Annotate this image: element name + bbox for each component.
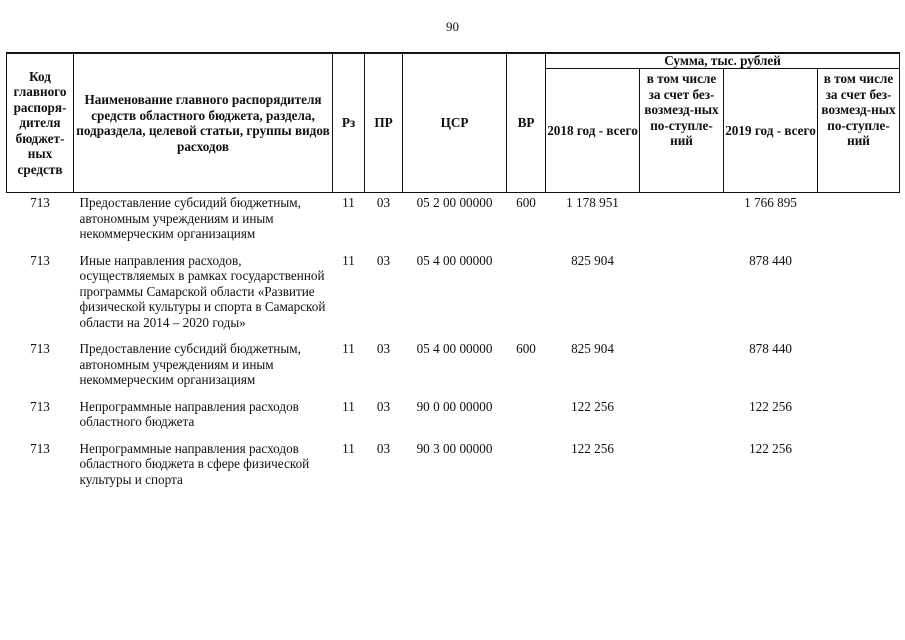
header-total-2018: 2018 год - всего [546, 69, 640, 193]
cell-total-2019: 122 256 [749, 398, 792, 414]
cell-rz: 11 [342, 252, 355, 268]
header-free-2019: в том числе за счет без-возмезд-ных по-ступле-ний [818, 69, 900, 193]
cell-csr: 90 3 00 00000 [416, 440, 493, 456]
cell-total-2019: 878 440 [749, 252, 792, 268]
cell-name: Непрограммные направления расходов областного бюджета в сфере физической культуры и спорта [79, 440, 310, 487]
header-free-2018: в том числе за счет без-возмезд-ных по-ступле-ний [640, 69, 724, 193]
page-number: 90 [446, 19, 459, 34]
table-header [7, 53, 900, 193]
cell-total-2019: 122 256 [749, 440, 792, 456]
cell-free-2018 [640, 341, 724, 399]
table-row [7, 341, 900, 399]
cell-code: 713 [30, 341, 50, 356]
budget-table [6, 52, 900, 498]
header-csr: ЦСР [403, 53, 507, 193]
cell-free-2018 [640, 399, 724, 441]
cell-vr [507, 253, 546, 342]
cell-rz: 11 [342, 440, 355, 456]
table-body [7, 193, 900, 499]
cell-free-2019 [818, 341, 900, 399]
cell-total-2018: 122 256 [571, 398, 614, 414]
cell-pr: 03 [376, 341, 391, 356]
cell-pr: 03 [376, 440, 391, 456]
cell-csr: 05 2 00 00000 [416, 195, 493, 210]
cell-free-2019 [818, 441, 900, 499]
cell-name: Предоставление субсидий бюджетным, автономным учреждениям и иным некоммерческим организациям [79, 341, 301, 387]
header-total-2019: 2019 год - всего [724, 69, 818, 193]
cell-total-2018: 825 904 [571, 341, 614, 356]
cell-total-2018: 122 256 [571, 440, 614, 456]
cell-pr: 03 [376, 195, 391, 210]
cell-name: Непрограммные направления расходов областного бюджета [79, 398, 299, 429]
table-row [7, 193, 900, 253]
cell-free-2018 [640, 441, 724, 499]
cell-free-2018 [640, 193, 724, 253]
cell-vr [507, 399, 546, 441]
header-vr: ВР [507, 53, 546, 193]
cell-code: 713 [30, 440, 50, 456]
cell-vr: 600 [516, 341, 536, 356]
cell-free-2018 [640, 253, 724, 342]
header-name: Наименование главного распорядителя средств областного бюджета, раздела, подраздела, целевой статьи, группы видов расходов [74, 53, 333, 193]
cell-code: 713 [30, 195, 50, 210]
cell-csr: 05 4 00 00000 [416, 252, 493, 268]
cell-vr [507, 441, 546, 499]
header-rz: Рз [333, 53, 365, 193]
cell-pr: 03 [376, 252, 391, 268]
cell-csr: 05 4 00 00000 [416, 341, 493, 356]
header-sum: Сумма, тыс. рублей [546, 53, 900, 69]
cell-total-2018: 825 904 [571, 252, 614, 268]
cell-vr: 600 [516, 195, 536, 210]
table-row [7, 253, 900, 342]
cell-total-2019: 878 440 [749, 341, 792, 356]
cell-csr: 90 0 00 00000 [416, 398, 493, 414]
cell-name: Предоставление субсидий бюджетным, автономным учреждениям и иным некоммерческим организациям [79, 195, 301, 241]
cell-free-2019 [818, 193, 900, 253]
cell-code: 713 [30, 252, 50, 268]
cell-name: Иные направления расходов, осуществляемых в рамках государственной программы Самарской области «Развитие физической культуры и спорта в Самарской области на 2014 – 2020 годы» [79, 252, 326, 330]
cell-rz: 11 [342, 341, 355, 356]
header-pr: ПР [365, 53, 403, 193]
cell-free-2019 [818, 253, 900, 342]
cell-total-2019: 1 766 895 [744, 195, 797, 210]
cell-pr: 03 [376, 398, 391, 414]
cell-rz: 11 [342, 195, 355, 210]
header-code: Код главного распоря-дителя бюджет-ных средств [7, 53, 74, 193]
table-row [7, 399, 900, 441]
cell-free-2019 [818, 399, 900, 441]
cell-total-2018: 1 178 951 [566, 195, 619, 210]
cell-code: 713 [30, 398, 50, 414]
cell-rz: 11 [342, 398, 355, 414]
table-row [7, 441, 900, 499]
